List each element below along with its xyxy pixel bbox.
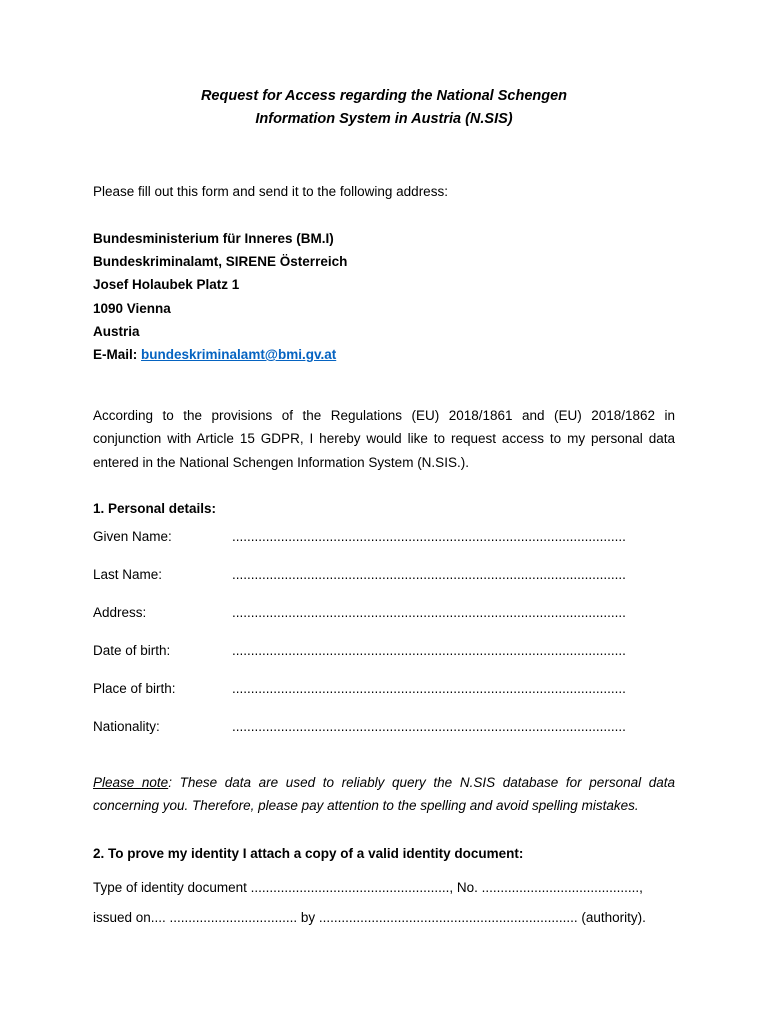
field-dotted-line[interactable]: ......................................................................................................... — [232, 719, 626, 734]
address-line-4: 1090 Vienna — [93, 300, 171, 316]
field-dotted-line[interactable]: ......................................................................................................... — [232, 529, 626, 544]
identity-document-line[interactable]: Type of identity document ....................................................., No. .........................................., — [93, 880, 643, 895]
field-nationality[interactable] — [93, 719, 653, 739]
issued-on-line[interactable]: issued on.... .................................. by ..................................................................... (authority). — [93, 910, 646, 925]
intro-text: Please fill out this form and send it to the following address: — [93, 184, 448, 199]
field-label: Date of birth: — [93, 643, 171, 658]
field-label: Given Name: — [93, 529, 172, 544]
field-dotted-line[interactable]: ......................................................................................................... — [232, 567, 626, 582]
email-link[interactable]: bundeskriminalamt@bmi.gv.at — [141, 346, 337, 362]
please-note-text: : These data are used to reliably query the N.SIS database for personal data concerning you. Therefore, please pay attention to the spelling and avoid spelling mistakes. — [93, 775, 676, 814]
field-place-of-birth[interactable] — [93, 681, 653, 701]
title-line-1: Request for Access regarding the National Schengen — [200, 88, 568, 104]
field-dotted-line[interactable]: ......................................................................................................... — [232, 605, 626, 620]
field-dotted-line[interactable]: ......................................................................................................... — [232, 643, 626, 658]
section-1-heading: 1. Personal details: — [93, 501, 217, 516]
postal-address — [93, 227, 675, 366]
address-line-5: Austria — [93, 323, 140, 339]
field-label: Address: — [93, 605, 147, 620]
address-line-1: Bundesministerium für Inneres (BM.I) — [93, 231, 334, 246]
section-2-heading: 2. To prove my identity I attach a copy of a valid identity document: — [93, 846, 524, 861]
address-line-3: Josef Holaubek Platz 1 — [93, 277, 240, 293]
email-line — [93, 343, 675, 366]
field-given-name[interactable] — [93, 529, 653, 549]
field-last-name[interactable] — [93, 567, 653, 587]
document-title — [93, 85, 675, 131]
title-line-2: Information System in Austria (N.SIS) — [255, 111, 513, 127]
field-label: Last Name: — [93, 567, 163, 582]
please-note-lead: Please note — [93, 775, 169, 790]
email-label: E-Mail: — [93, 346, 138, 362]
field-label: Nationality: — [93, 719, 160, 734]
please-note-paragraph — [93, 771, 675, 818]
field-label: Place of birth: — [93, 681, 176, 696]
field-dotted-line[interactable]: ......................................................................................................... — [232, 681, 626, 696]
field-address[interactable] — [93, 605, 653, 625]
address-line-2: Bundeskriminalamt, SIRENE Österreich — [93, 254, 348, 270]
legal-paragraph: According to the provisions of the Regulations (EU) 2018/1861 and (EU) 2018/1862 in conjunction with Article 15 GDPR, I hereby would like to request access to my personal data entered in the National Schengen Information System (N.SIS.). — [93, 408, 675, 470]
field-date-of-birth[interactable] — [93, 643, 653, 663]
